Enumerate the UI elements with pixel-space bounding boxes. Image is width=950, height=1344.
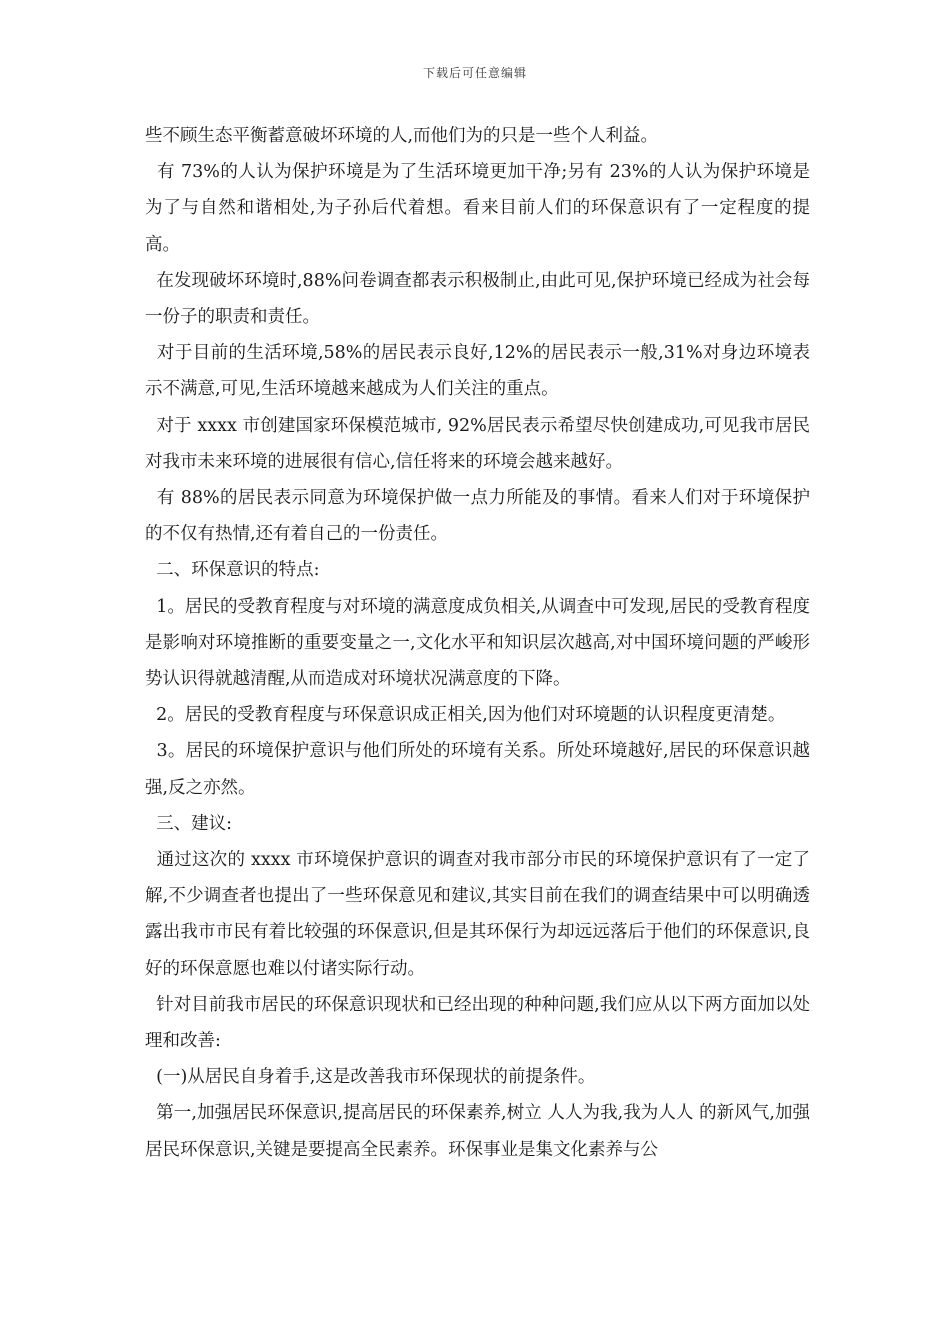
paragraph-feature-1: 1。居民的受教育程度与对环境的满意度成负相关,从调查中可发现,居民的受教育程度是影响对环境推断的重要变量之一,文化水平和知识层次越高,对中国环境问题的严峻形势认识得就越清醒,从而造成对环境状况满意度的下降。 [145, 596, 810, 690]
subheading-residents: (一)从居民自身着手,这是改善我市环保现状的前提条件。 [145, 1067, 596, 1088]
paragraph-two-aspects: 针对目前我市居民的环保意识现状和已经出现的种种问题,我们应从以下两方面加以处理和改善: [145, 994, 810, 1052]
document-body [145, 118, 810, 1168]
paragraph-stop-damage-88: 在发现破坏环境时,88%问卷调查都表示积极制止,由此可见,保护环境已经成为社会每一份子的职责和责任。 [145, 270, 810, 328]
paragraph-willing-88: 有 88%的居民表示同意为环境保护做一点力所能及的事情。看来人们对于环境保护的不仅有热情,还有着自己的一份责任。 [145, 488, 810, 545]
page-header: 下载后可任意编辑 [422, 66, 527, 80]
paragraph-feature-2: 2。居民的受教育程度与环保意识成正相关,因为他们对环境题的认识程度更清楚。 [145, 705, 786, 726]
section-heading-suggestions: 三、建议: [145, 813, 233, 834]
section-heading-features: 二、环保意识的特点: [145, 560, 320, 581]
paragraph-clean-environment-73: 有 73%的人认为保护环境是为了生活环境更加干净;另有 23%的人认为保护环境是为了与自然和谐相处,为子孙后代着想。看来目前人们的环保意识有了一定程度的提高。 [145, 162, 810, 255]
paragraph-continuation: 些不顾生态平衡蓄意破坏环境的人,而他们为的只是一些个人利益。 [145, 126, 659, 146]
paragraph-feature-3: 3。居民的环境保护意识与他们所处的环境有关系。所处环境越好,居民的环保意识越强,反之亦然。 [145, 741, 810, 798]
paragraph-model-city-92: 对于 xxxx 市创建国家环保模范城市, 92%居民表示希望尽快创建成功,可见我市居民对我市未来环境的进展很有信心,信任将来的环境会越来越好。 [145, 415, 810, 472]
paragraph-living-environment: 对于目前的生活环境,58%的居民表示良好,12%的居民表示一般,31%对身边环境表示不满意,可见,生活环境越来越成为人们关注的重点。 [145, 343, 810, 400]
paragraph-first-point: 第一,加强居民环保意识,提高居民的环保素养,树立 人人为我,我为人人 的新风气,加强居民环保意识,关键是要提高全民素养。环保事业是集文化素养与公 [145, 1103, 810, 1160]
paragraph-survey-summary: 通过这次的 xxxx 市环境保护意识的调查对我市部分市民的环境保护意识有了一定了解,不少调查者也提出了一些环保意见和建议,其实目前在我们的调查结果中可以明确透露出我市市民有着比较强的环保意识,但是其环保行为却远远落后于他们的环保意识,良好的环保意愿也难以付诸实际行动。 [145, 850, 810, 979]
